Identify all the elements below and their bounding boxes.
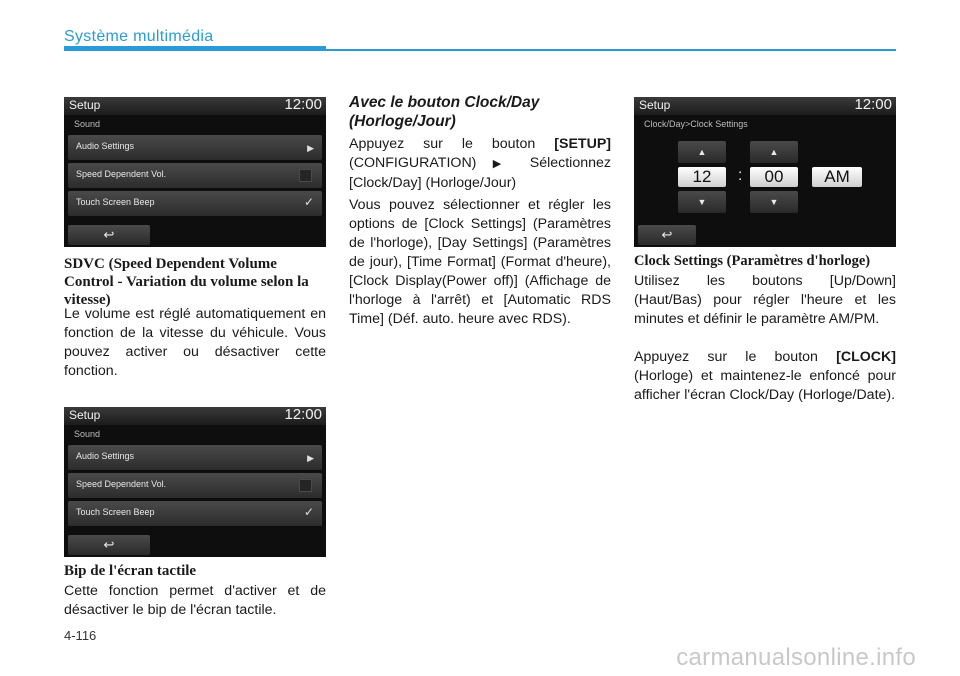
screen-clock: 12:00 — [284, 407, 322, 423]
back-button[interactable] — [68, 535, 150, 555]
screen-title: Setup — [69, 98, 101, 112]
back-arrow-icon: ↩ — [103, 227, 115, 242]
arrow-up-icon: ▲ — [697, 147, 707, 157]
screen-header — [64, 407, 326, 425]
menu-item-label: Touch Screen Beep — [76, 197, 155, 207]
checkmark-icon[interactable]: ✓ — [303, 505, 314, 519]
checkmark-icon[interactable]: ✓ — [303, 195, 314, 209]
text-run: Appuyez sur le bouton — [634, 349, 837, 365]
screen-header — [634, 97, 896, 115]
menu-item-audio-settings[interactable] — [68, 135, 322, 160]
clock-button-label: [CLOCK] — [836, 349, 896, 365]
back-arrow-icon: ↩ — [661, 227, 673, 242]
menu-item-speed-dependent-vol[interactable] — [68, 163, 322, 188]
screen-clock: 12:00 — [854, 97, 892, 113]
clock-settings-heading: Clock Settings (Paramètres d'horloge) — [634, 253, 871, 269]
sound-screen-1 — [64, 97, 326, 247]
menu-item-label: Audio Settings — [76, 451, 135, 461]
clock-day-heading: Avec le bouton Clock/Day (Horloge/Jour) — [349, 94, 540, 130]
clock-settings-body: Utilisez les boutons [Up/Down] (Haut/Bas) pour régler l'heure et les minutes et définir le paramètre AM/PM. — [634, 273, 896, 327]
screen-clock: 12:00 — [284, 97, 322, 113]
back-arrow-icon: ↩ — [103, 537, 115, 552]
screen-breadcrumb: Clock/Day>Clock Settings — [644, 119, 748, 129]
beep-heading: Bip de l'écran tactile — [64, 563, 197, 579]
minute-down-button[interactable] — [750, 191, 798, 213]
minute-up-button[interactable] — [750, 141, 798, 163]
menu-item-label: Speed Dependent Vol. — [76, 169, 167, 179]
menu-item-touch-screen-beep[interactable] — [68, 501, 322, 526]
back-button[interactable] — [638, 225, 696, 245]
clock-settings-screen — [634, 97, 896, 247]
clock-button-instructions — [634, 348, 896, 405]
arrow-right-icon: ▶ — [492, 158, 514, 170]
checkbox-unchecked[interactable] — [299, 479, 312, 492]
watermark: carmanualsonline.info — [676, 644, 916, 671]
menu-item-label: Speed Dependent Vol. — [76, 479, 167, 489]
header-rule-thick — [64, 46, 326, 51]
screen-header — [64, 97, 326, 115]
arrow-down-icon: ▼ — [769, 197, 779, 207]
screen-subtitle: Sound — [74, 119, 101, 129]
text-run: Appuyez sur le bouton — [349, 136, 555, 152]
screen-title: Setup — [69, 408, 101, 422]
page-number: 4-116 — [64, 628, 97, 643]
menu-item-audio-settings[interactable] — [68, 445, 322, 470]
setup-button-label: [SETUP] — [554, 136, 611, 152]
section-title: Système multimédia — [64, 28, 214, 45]
text-run: (Horloge) et maintenez-le enfoncé pour afficher l'écran Clock/Day (Horloge/Date). — [634, 368, 896, 403]
menu-item-speed-dependent-vol[interactable] — [68, 473, 322, 498]
minute-field[interactable]: 00 — [750, 167, 798, 187]
back-button[interactable] — [68, 225, 150, 245]
chevron-right-icon: ▶ — [307, 143, 314, 153]
checkbox-unchecked[interactable] — [299, 169, 312, 182]
text-run: Sélectionnez [Clock/Day] (Horloge/Jour) — [349, 155, 611, 191]
menu-item-label: Audio Settings — [76, 141, 135, 151]
arrow-up-icon: ▲ — [769, 147, 779, 157]
arrow-down-icon: ▼ — [697, 197, 707, 207]
clock-day-instructions — [349, 135, 611, 193]
header-rule-thin — [326, 49, 896, 51]
screen-title: Setup — [639, 98, 671, 112]
text-run: (CONFIGURATION) — [349, 155, 493, 171]
sdvc-body: Le volume est réglé automatiquement en fonction de la vitesse du véhicule. Vous pouvez activer ou désactiver cette fonction. — [64, 306, 326, 379]
ampm-field[interactable]: AM — [812, 167, 862, 187]
time-separator: : — [738, 167, 743, 184]
hour-down-button[interactable] — [678, 191, 726, 213]
sdvc-heading: SDVC (Speed Dependent Volume Control - Variation du volume selon la vitesse) — [64, 256, 309, 308]
clock-day-options: Vous pouvez sélectionner et régler les options de [Clock Settings] (Paramètres de l'horloge), [Day Settings] (Paramètres de jour), [Time Format] (Format d'heure), [Clock Display(Power off)] (Affichage de l'horloge à l'arrêt) et [Automatic RDS Time] (Déf. auto. heure avec RDS). — [349, 197, 611, 327]
sound-screen-2 — [64, 407, 326, 557]
menu-item-label: Touch Screen Beep — [76, 507, 155, 517]
hour-field[interactable]: 12 — [678, 167, 726, 187]
screen-subtitle: Sound — [74, 429, 101, 439]
beep-body: Cette fonction permet d'activer et de désactiver le bip de l'écran tactile. — [64, 583, 326, 618]
hour-up-button[interactable] — [678, 141, 726, 163]
menu-item-touch-screen-beep[interactable] — [68, 191, 322, 216]
chevron-right-icon: ▶ — [307, 453, 314, 463]
